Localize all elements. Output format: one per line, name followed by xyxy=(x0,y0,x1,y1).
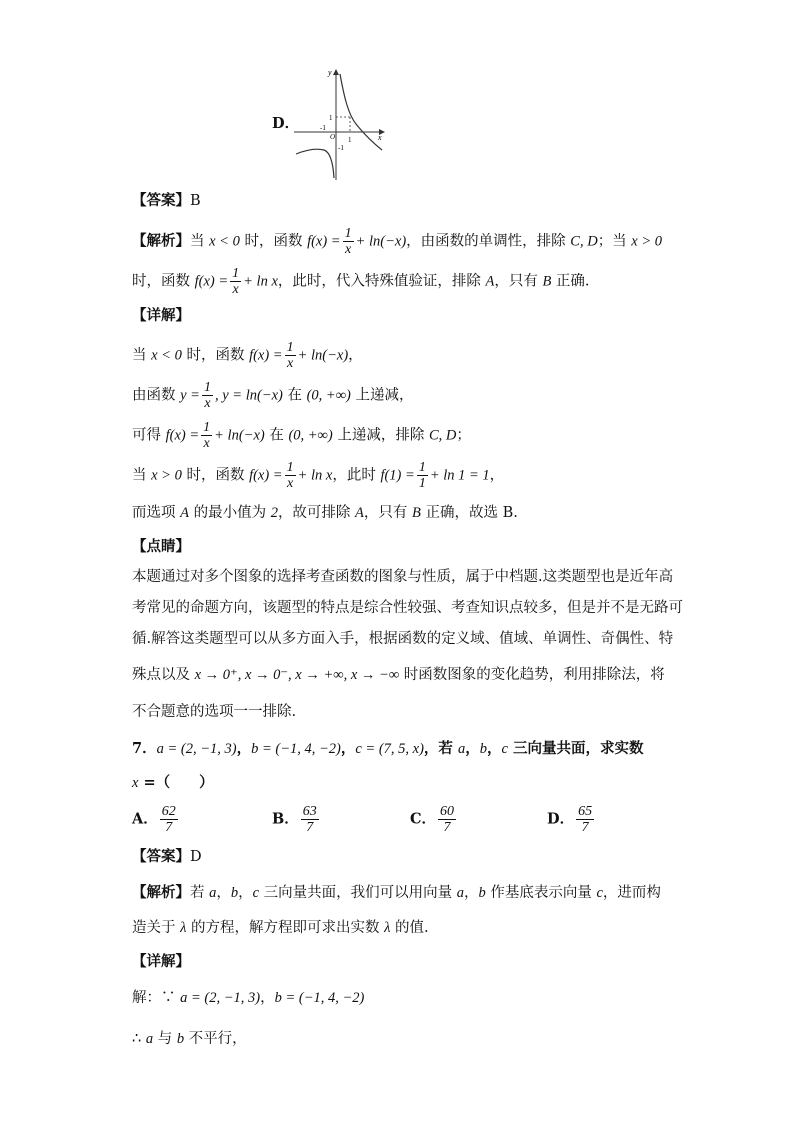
comment-1-line-4 xyxy=(132,664,665,686)
denominator: 7 xyxy=(306,820,314,835)
text: 正确，故选 B. xyxy=(420,505,518,521)
denominator: x xyxy=(286,476,294,491)
denominator: x xyxy=(344,242,352,257)
text: ，故可排除 xyxy=(277,505,356,521)
math: B xyxy=(412,505,421,521)
text: ，只有 xyxy=(494,273,543,290)
fraction xyxy=(201,420,212,451)
math: x < 0 xyxy=(151,347,182,364)
math: ∵ xyxy=(161,990,181,1006)
text: 上递减， xyxy=(350,387,414,404)
text: ， xyxy=(486,740,502,757)
math: A xyxy=(180,505,189,521)
math: a xyxy=(456,885,465,901)
fraction xyxy=(576,804,594,835)
math: A xyxy=(355,505,364,521)
text: 三向量共面，求实数 xyxy=(507,740,644,757)
math: (0, +∞) xyxy=(306,387,351,404)
math: x < 0 xyxy=(209,233,240,250)
detail-1-row-4 xyxy=(132,460,504,491)
denominator: x xyxy=(204,396,211,411)
math: a xyxy=(145,1031,154,1047)
text: ， xyxy=(216,885,231,901)
answer-value: D xyxy=(190,849,202,865)
math: ∴ xyxy=(132,1031,146,1047)
text: 作基底表示向量 xyxy=(485,885,597,901)
numerator: 1 xyxy=(203,380,211,395)
vector-c: c = (7, 5, x) xyxy=(355,741,424,757)
denominator: x xyxy=(232,282,239,297)
vector-a: a = (2, −1, 3) xyxy=(156,741,237,757)
analysis-tag: 【解析】 xyxy=(132,232,190,250)
detail-1-row-5 xyxy=(132,502,518,524)
tick-y-neg: -1 xyxy=(338,144,344,152)
text: 时，函数 xyxy=(132,273,195,290)
denominator: x xyxy=(286,356,294,371)
math: f(x) = xyxy=(249,467,283,484)
math: a = (2, −1, 3) xyxy=(180,990,261,1006)
denominator: 7 xyxy=(581,820,589,835)
text: 时，函数 xyxy=(181,467,250,484)
tick-y-pos: 1 xyxy=(329,114,333,122)
curve-left-branch xyxy=(296,149,334,178)
math: f(1) = xyxy=(380,467,415,484)
text: ，进而构 xyxy=(602,885,661,901)
analysis-2-line-1 xyxy=(132,882,661,904)
analysis-1-line-2 xyxy=(132,266,590,297)
fraction xyxy=(230,266,241,297)
text: 上递减，排除 xyxy=(332,427,429,444)
numerator: 1 xyxy=(232,266,240,281)
comment-1-tag xyxy=(132,536,190,558)
numerator: 62 xyxy=(161,804,176,819)
text: ， xyxy=(238,885,253,901)
text: ； xyxy=(456,427,471,444)
comment-1-line-5: 不合题意的选项一一排除. xyxy=(132,704,297,720)
fraction xyxy=(285,460,296,491)
math: C, D xyxy=(570,233,598,250)
text: ， xyxy=(236,740,252,757)
math: λ xyxy=(384,920,391,936)
analysis-2-line-2 xyxy=(132,917,429,939)
text: 若 xyxy=(190,885,210,901)
text: ， xyxy=(489,467,505,484)
answer-2 xyxy=(132,846,202,868)
math: a xyxy=(209,885,217,901)
detail-1-tag xyxy=(132,305,190,327)
text: 当 xyxy=(132,347,152,364)
math: b xyxy=(478,885,486,901)
text: 三向量共面，我们可以用向量 xyxy=(259,885,457,901)
math: + ln x xyxy=(243,273,278,290)
math: , y = ln(−x) xyxy=(214,387,283,404)
math: + ln x xyxy=(297,467,333,484)
text: ， xyxy=(348,347,363,364)
detail-2-tag xyxy=(132,951,190,973)
detail-2-step-2 xyxy=(132,1028,247,1050)
math: A xyxy=(485,273,495,290)
math: f(x) = xyxy=(165,427,200,444)
option-d-label: D． xyxy=(272,115,300,132)
text: ，由函数的单调性，排除 xyxy=(406,233,571,250)
text: 在 xyxy=(282,387,307,404)
detail-2-step-1 xyxy=(132,987,364,1009)
math: f(x) = xyxy=(249,347,283,364)
text: 时，函数 xyxy=(239,233,308,250)
text: ，若 xyxy=(423,740,458,757)
text: 由函数 xyxy=(132,387,181,404)
detail-tag: 【详解】 xyxy=(132,953,190,970)
option-c xyxy=(410,804,458,835)
vector-b: b = (−1, 4, −2) xyxy=(251,741,341,757)
math: + ln 1 = 1 xyxy=(429,467,490,484)
numerator: 1 xyxy=(286,340,294,355)
denominator: x xyxy=(203,436,210,451)
text: 当 xyxy=(132,467,152,484)
text: ，只有 xyxy=(363,505,413,521)
option-letter: C． xyxy=(410,810,437,828)
fraction xyxy=(202,380,213,411)
text: ， xyxy=(260,990,275,1006)
text: 解： xyxy=(132,990,161,1006)
comment-tag: 【点睛】 xyxy=(132,538,190,555)
text: =（ ） xyxy=(138,774,214,791)
answer-1 xyxy=(132,190,201,212)
numerator: 60 xyxy=(440,804,455,819)
math: a xyxy=(457,741,466,757)
y-label: y xyxy=(328,68,332,77)
math: b xyxy=(479,741,487,757)
fraction xyxy=(343,226,354,257)
text: ；当 xyxy=(597,233,632,250)
fraction xyxy=(417,460,428,491)
numerator: 1 xyxy=(286,460,294,475)
numerator: 63 xyxy=(302,804,317,819)
text: 殊点以及 xyxy=(132,667,195,683)
text: 的值. xyxy=(390,920,429,936)
detail-1-row-1 xyxy=(132,340,363,371)
fraction xyxy=(438,804,456,835)
x-label: x xyxy=(378,133,382,142)
math: + ln(−x) xyxy=(214,427,265,444)
math: c xyxy=(596,885,603,901)
math: (0, +∞) xyxy=(288,427,333,444)
numerator: 65 xyxy=(578,804,593,819)
text: ， xyxy=(465,740,480,757)
option-a xyxy=(132,804,180,835)
comment-1-line-3: 循.解答这类题型可以从多方面入手，根据函数的定义域、值域、单调性、奇偶性、特 xyxy=(132,631,674,647)
text: 时，函数 xyxy=(181,347,250,364)
text: ，此时 xyxy=(332,467,381,484)
math: C, D xyxy=(428,427,457,444)
text: 可得 xyxy=(132,427,166,444)
question-number: 7． xyxy=(132,740,157,757)
option-letter: B． xyxy=(272,810,299,828)
text: 的方程，解方程即可求出实数 xyxy=(186,920,385,936)
text: 当 xyxy=(190,233,210,250)
analysis-1-line-1 xyxy=(132,226,662,257)
text: 时函数图象的变化趋势，利用排除法，将 xyxy=(399,667,665,683)
numerator: 1 xyxy=(418,460,426,475)
denominator: 7 xyxy=(165,820,173,835)
numerator: 1 xyxy=(203,420,211,435)
option-letter: A． xyxy=(132,810,158,828)
math: f(x) = xyxy=(307,233,341,250)
math: b xyxy=(230,885,239,901)
option-letter: D． xyxy=(547,810,575,828)
comment-1-line-2: 考常见的命题方向，该题型的特点是综合性较强、考查知识点较多，但是并不是无路可 xyxy=(132,600,683,616)
detail-1-row-2 xyxy=(132,380,413,411)
math: + ln(−x) xyxy=(297,347,349,364)
fraction xyxy=(285,340,296,371)
function-graph xyxy=(292,66,388,182)
math: y = xyxy=(180,387,200,404)
math: λ xyxy=(180,920,187,936)
fraction xyxy=(160,804,178,835)
tick-x-pos: 1 xyxy=(348,136,352,144)
text: 造关于 xyxy=(132,920,181,936)
math: c xyxy=(252,885,260,901)
text: 而选项 xyxy=(132,505,181,521)
option-d xyxy=(547,804,596,835)
math: x > 0 xyxy=(151,467,182,484)
answer-tag: 【答案】 xyxy=(132,848,190,865)
math: b = (−1, 4, −2) xyxy=(274,990,365,1006)
analysis-tag: 【解析】 xyxy=(132,884,190,901)
numerator: 1 xyxy=(344,226,352,241)
math: c xyxy=(501,741,508,757)
detail-1-row-3 xyxy=(132,420,471,451)
denominator: 1 xyxy=(418,476,426,491)
math: B xyxy=(542,273,552,290)
comment-1-line-1: 本题通过对多个图象的选择考查函数的图象与性质，属于中档题.这类题型也是近年高 xyxy=(132,569,674,585)
math: x > 0 xyxy=(631,233,663,250)
math: f(x) = xyxy=(194,273,229,290)
origin-label: O xyxy=(330,133,336,141)
text: 在 xyxy=(264,427,289,444)
math: b xyxy=(176,1031,185,1047)
detail-tag: 【详解】 xyxy=(132,307,190,324)
math: 2 xyxy=(270,505,278,521)
text: 不平行， xyxy=(184,1031,247,1047)
question-7-line-1 xyxy=(132,738,643,760)
text: ，此时，代入特殊值验证，排除 xyxy=(277,273,486,290)
math: + ln(−x) xyxy=(355,233,407,250)
text: 的最小值为 xyxy=(188,505,271,521)
question-7-line-2 xyxy=(132,772,214,794)
text: ， xyxy=(340,740,356,757)
fraction xyxy=(301,804,319,835)
text: ， xyxy=(464,885,479,901)
denominator: 7 xyxy=(443,820,451,835)
option-b xyxy=(272,804,321,835)
answer-tag: 【答案】 xyxy=(132,192,190,209)
math: x xyxy=(132,775,139,791)
answer-value: B xyxy=(190,193,201,209)
curve-right-branch xyxy=(340,74,382,150)
text: 与 xyxy=(153,1031,177,1047)
text: 正确. xyxy=(551,273,590,290)
math: x → 0⁺, x → 0⁻, x → +∞, x → −∞ xyxy=(194,667,400,683)
tick-x-neg: -1 xyxy=(320,124,326,132)
